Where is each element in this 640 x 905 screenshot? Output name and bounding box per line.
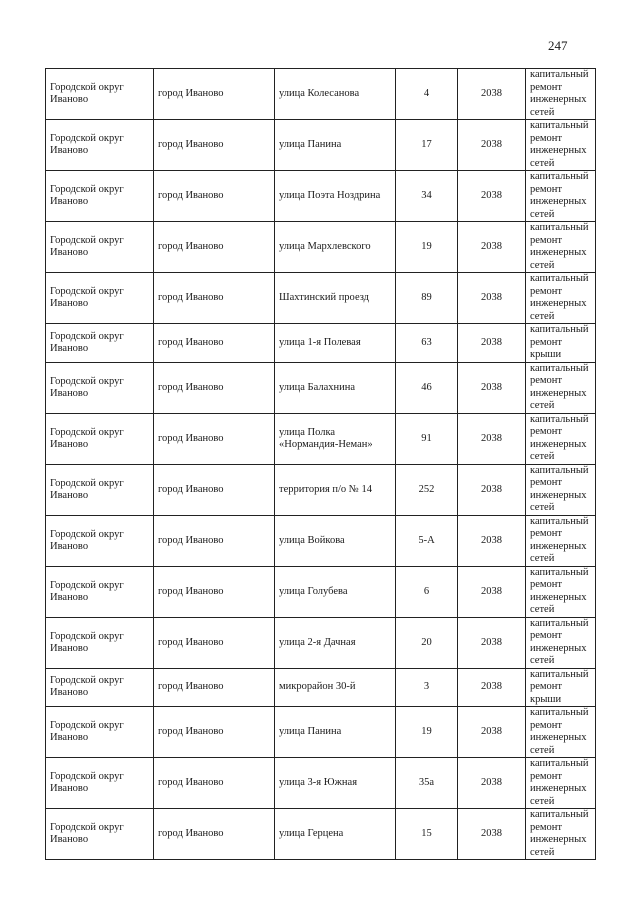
work-type-cell: капитальный ремонт инженерных сетей [526,758,596,809]
house-number-cell: 15 [396,809,458,860]
street-cell: улица Колесанова [275,69,396,120]
district-cell: Городской округ Иваново [46,120,154,171]
work-type-cell: капитальный ремонт крыши [526,324,596,363]
street-cell: улица Голубева [275,566,396,617]
district-cell: Городской округ Иваново [46,566,154,617]
city-cell: город Иваново [154,171,275,222]
district-cell: Городской округ Иваново [46,222,154,273]
street-cell: улица Панина [275,707,396,758]
table-row [46,222,596,273]
work-type-cell: капитальный ремонт инженерных сетей [526,464,596,515]
year-cell: 2038 [458,566,526,617]
work-type-cell: капитальный ремонт инженерных сетей [526,566,596,617]
table-row [46,668,596,707]
district-cell: Городской округ Иваново [46,413,154,464]
district-cell: Городской округ Иваново [46,171,154,222]
year-cell: 2038 [458,171,526,222]
district-cell: Городской округ Иваново [46,273,154,324]
year-cell: 2038 [458,668,526,707]
street-cell: улица 1-я Полевая [275,324,396,363]
district-cell: Городской округ Иваново [46,69,154,120]
district-cell: Городской округ Иваново [46,809,154,860]
city-cell: город Иваново [154,668,275,707]
house-number-cell: 17 [396,120,458,171]
street-cell: улица Балахнина [275,362,396,413]
street-cell: улица Герцена [275,809,396,860]
city-cell: город Иваново [154,273,275,324]
city-cell: город Иваново [154,707,275,758]
city-cell: город Иваново [154,324,275,363]
table-row [46,171,596,222]
work-type-cell: капитальный ремонт инженерных сетей [526,707,596,758]
district-cell: Городской округ Иваново [46,515,154,566]
work-type-cell: капитальный ремонт инженерных сетей [526,273,596,324]
table-row [46,464,596,515]
work-type-cell: капитальный ремонт инженерных сетей [526,120,596,171]
year-cell: 2038 [458,120,526,171]
house-number-cell: 3 [396,668,458,707]
city-cell: город Иваново [154,69,275,120]
city-cell: город Иваново [154,120,275,171]
house-number-cell: 19 [396,707,458,758]
street-cell: Шахтинский проезд [275,273,396,324]
table-row [46,809,596,860]
city-cell: город Иваново [154,617,275,668]
street-cell: улица Полка «Нормандия-Неман» [275,413,396,464]
district-cell: Городской округ Иваново [46,707,154,758]
house-number-cell: 4 [396,69,458,120]
house-number-cell: 5-А [396,515,458,566]
table-row [46,707,596,758]
house-number-cell: 35а [396,758,458,809]
work-type-cell: капитальный ремонт инженерных сетей [526,515,596,566]
table-row [46,617,596,668]
city-cell: город Иваново [154,362,275,413]
house-number-cell: 19 [396,222,458,273]
district-cell: Городской округ Иваново [46,668,154,707]
table-row [46,69,596,120]
house-number-cell: 46 [396,362,458,413]
city-cell: город Иваново [154,758,275,809]
city-cell: город Иваново [154,566,275,617]
year-cell: 2038 [458,222,526,273]
work-type-cell: капитальный ремонт крыши [526,668,596,707]
street-cell: территория п/о № 14 [275,464,396,515]
house-number-cell: 91 [396,413,458,464]
house-number-cell: 252 [396,464,458,515]
work-type-cell: капитальный ремонт инженерных сетей [526,222,596,273]
city-cell: город Иваново [154,464,275,515]
table-row [46,324,596,363]
table-row [46,566,596,617]
table-row [46,362,596,413]
work-type-cell: капитальный ремонт инженерных сетей [526,413,596,464]
street-cell: улица 3-я Южная [275,758,396,809]
year-cell: 2038 [458,69,526,120]
work-type-cell: капитальный ремонт инженерных сетей [526,617,596,668]
street-cell: улица Поэта Ноздрина [275,171,396,222]
city-cell: город Иваново [154,515,275,566]
year-cell: 2038 [458,273,526,324]
housing-repair-table [45,68,596,860]
work-type-cell: капитальный ремонт инженерных сетей [526,69,596,120]
district-cell: Городской округ Иваново [46,617,154,668]
year-cell: 2038 [458,707,526,758]
table-row [46,515,596,566]
year-cell: 2038 [458,362,526,413]
year-cell: 2038 [458,758,526,809]
street-cell: улица Мархлевского [275,222,396,273]
district-cell: Городской округ Иваново [46,362,154,413]
house-number-cell: 6 [396,566,458,617]
house-number-cell: 63 [396,324,458,363]
year-cell: 2038 [458,413,526,464]
city-cell: город Иваново [154,413,275,464]
house-number-cell: 20 [396,617,458,668]
table-row [46,120,596,171]
house-number-cell: 34 [396,171,458,222]
page-number: 247 [548,38,568,53]
district-cell: Городской округ Иваново [46,758,154,809]
table-row [46,273,596,324]
house-number-cell: 89 [396,273,458,324]
year-cell: 2038 [458,464,526,515]
work-type-cell: капитальный ремонт инженерных сетей [526,809,596,860]
street-cell: микрорайон 30-й [275,668,396,707]
work-type-cell: капитальный ремонт инженерных сетей [526,171,596,222]
street-cell: улица 2-я Дачная [275,617,396,668]
work-type-cell: капитальный ремонт инженерных сетей [526,362,596,413]
year-cell: 2038 [458,515,526,566]
street-cell: улица Войкова [275,515,396,566]
city-cell: город Иваново [154,809,275,860]
street-cell: улица Панина [275,120,396,171]
year-cell: 2038 [458,324,526,363]
year-cell: 2038 [458,617,526,668]
city-cell: город Иваново [154,222,275,273]
district-cell: Городской округ Иваново [46,464,154,515]
district-cell: Городской округ Иваново [46,324,154,363]
table-row [46,413,596,464]
table-row [46,758,596,809]
table-body [46,69,596,860]
year-cell: 2038 [458,809,526,860]
